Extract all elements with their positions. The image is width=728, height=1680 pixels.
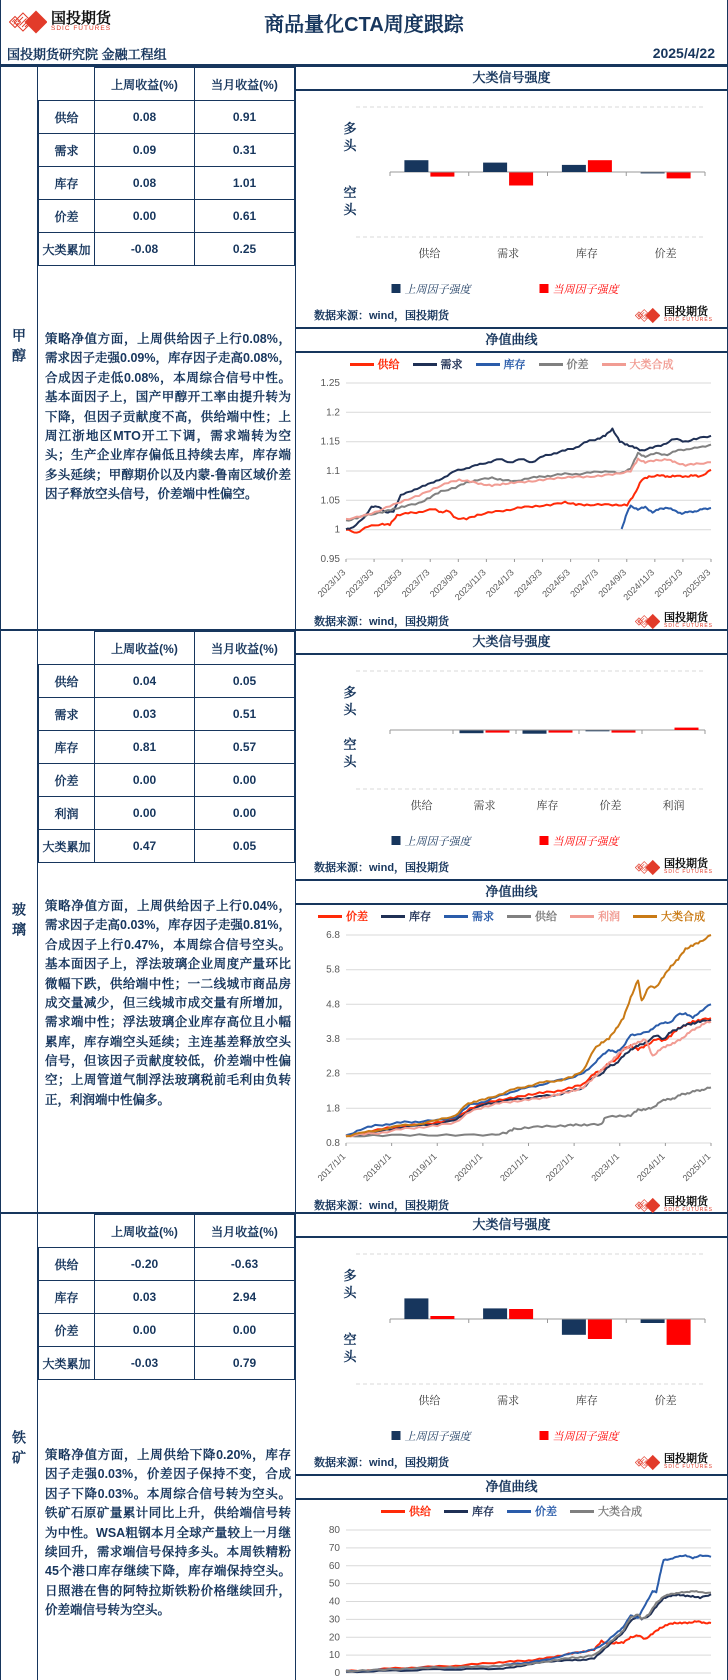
svg-text:1.1: 1.1 xyxy=(326,466,340,477)
factor-label: 价差 xyxy=(39,200,95,233)
net-value-chart xyxy=(296,905,727,1193)
signal-panel-title: 大类信号强度 xyxy=(296,631,727,655)
sdic-diamond-logo-icon xyxy=(635,858,660,877)
svg-text:库存: 库存 xyxy=(536,800,559,812)
legend-item: 利润 xyxy=(570,908,620,924)
sdic-logo-text: 国投期货 SDIC FUTURES xyxy=(664,612,713,629)
curve-panel-title: 净值曲线 xyxy=(296,1474,727,1500)
return-value: 0.00 xyxy=(195,1314,295,1347)
return-value: 0.00 xyxy=(195,764,295,797)
datasource-row xyxy=(296,855,727,879)
net-value-chart xyxy=(296,1500,727,1680)
sdic-logo-text: 国投期货 SDIC FUTURES xyxy=(664,1453,713,1470)
commodity-strip xyxy=(1,1214,38,1680)
table-row xyxy=(39,665,295,698)
analysis-text: 策略净值方面，上周供给下降0.20%，库存因子走强0.03%，价差因子保持不变，合成因子下降0.03%。本周综合信号转为空头。铁矿石原矿量累计同比上升，供给端信号转为中性。WSA粗钢本月全球产量较上一月继续回升，需求端信号保持多头。本周铁精粉45个港口库存继续下降，库存端保持空头。日照港在售的阿特拉斯铁粉价格继续回升，价差端信号转为空头。 xyxy=(45,1448,291,1617)
section-glass xyxy=(1,629,727,1212)
svg-text:需求: 需求 xyxy=(497,248,520,260)
svg-text:2025/3/3: 2025/3/3 xyxy=(680,567,713,600)
factor-label: 大类累加 xyxy=(39,233,95,266)
svg-text:上周因子强度: 上周因子强度 xyxy=(404,284,471,296)
glass-data-column xyxy=(38,631,296,1212)
chart-legend xyxy=(296,1500,727,1522)
svg-text:0: 0 xyxy=(334,1668,340,1679)
table-row xyxy=(39,101,295,134)
legend-item: 价差 xyxy=(318,908,368,924)
return-value: 0.61 xyxy=(195,200,295,233)
analysis-text: 策略净值方面，上周供给因子上行0.08%，需求因子走强0.09%，库存因子走高0.08%，合成因子走低0.08%，本周综合信号中性。基本面因子上，国产甲醇开工率由提升转为下降，但因子贡献度不高，供给端中性；上周江浙地区MTO开工下调，需求端转为空头；生产企业库存偏低且持续去库，库存端多头延续；甲醇期价以及内蒙-鲁南区域价差因子释放空头信号，价差端中性偏空。 xyxy=(45,332,291,501)
return-value: 0.04 xyxy=(95,665,195,698)
return-value: 0.00 xyxy=(95,797,195,830)
svg-text:4.8: 4.8 xyxy=(326,999,340,1011)
table-row xyxy=(39,200,295,233)
factor-label: 需求 xyxy=(39,698,95,731)
svg-text:2021/1/1: 2021/1/1 xyxy=(498,1151,530,1184)
sdic-futures-logo xyxy=(635,858,713,877)
signal-strength-chart xyxy=(296,655,727,855)
factor-label: 大类累加 xyxy=(39,830,95,863)
svg-text:需求: 需求 xyxy=(473,800,496,812)
return-value: 0.57 xyxy=(195,731,295,764)
svg-text:头: 头 xyxy=(343,702,357,717)
svg-text:2024/5/3: 2024/5/3 xyxy=(540,567,573,600)
return-value: -0.63 xyxy=(195,1248,295,1281)
datasource-row xyxy=(296,1450,727,1474)
legend-item: 供给 xyxy=(507,908,557,924)
table-row xyxy=(39,797,295,830)
methanol-data-column xyxy=(38,67,296,629)
datasource-text: 数据来源：wind，国投期货 xyxy=(314,862,450,874)
table-col-header: 上周收益(%) xyxy=(95,632,195,665)
svg-text:供给: 供给 xyxy=(410,800,433,812)
svg-text:头: 头 xyxy=(343,138,357,153)
analysis-text: 策略净值方面，上周供给因子上行0.04%，需求因子走高0.03%，库存因子走强0.81%，合成因子上行0.47%，本周综合信号空头。基本面因子上，浮法玻璃企业周度产量环比微幅下跌，供给端中性；一二线城市商品房成交量减少，但三线城市成交量有所增加，需求端中性；浮法玻璃企业库存高位且小幅累库，库存端空头延续；主连基差释放空头信号，但该因子贡献度较低，价差端中性偏空；上周管道气制浮法玻璃税前毛利由负转正，利润端中性偏多。 xyxy=(45,899,291,1107)
return-value: 0.79 xyxy=(195,1347,295,1380)
datasource-text: 数据来源：wind，国投期货 xyxy=(314,1457,450,1469)
svg-text:10: 10 xyxy=(328,1650,340,1662)
table-col-header: 上周收益(%) xyxy=(95,68,195,101)
table-row xyxy=(39,1347,295,1380)
returns-table xyxy=(38,631,295,863)
svg-text:2025/1/1: 2025/1/1 xyxy=(680,1151,713,1184)
table-row xyxy=(39,233,295,266)
report-subheader xyxy=(1,42,727,67)
sdic-logo-text: 国投期货 SDIC FUTURES xyxy=(664,306,713,323)
legend-item: 需求 xyxy=(444,908,494,924)
datasource-text: 数据来源：wind，国投期货 xyxy=(314,310,450,322)
svg-text:需求: 需求 xyxy=(497,1395,520,1407)
svg-text:1.8: 1.8 xyxy=(326,1103,340,1115)
svg-text:供给: 供给 xyxy=(418,248,441,260)
sdic-diamond-logo-icon xyxy=(635,1196,660,1215)
sdic-diamond-logo-icon xyxy=(635,612,660,631)
factor-label: 供给 xyxy=(39,665,95,698)
section-iron-ore xyxy=(1,1212,727,1680)
svg-text:当周因子强度: 当周因子强度 xyxy=(552,1431,619,1443)
svg-text:1.25: 1.25 xyxy=(320,378,340,389)
legend-item: 供给 xyxy=(350,356,400,372)
svg-text:3.8: 3.8 xyxy=(326,1034,340,1045)
factor-label: 需求 xyxy=(39,134,95,167)
svg-text:2024/1/1: 2024/1/1 xyxy=(634,1151,667,1184)
sdic-futures-logo xyxy=(635,1196,713,1215)
svg-text:2024/9/3: 2024/9/3 xyxy=(596,567,629,600)
return-value: 0.05 xyxy=(195,830,295,863)
table-row xyxy=(39,1281,295,1314)
return-value: 0.81 xyxy=(95,731,195,764)
return-value: 0.91 xyxy=(195,101,295,134)
datasource-row xyxy=(296,609,727,633)
svg-text:2023/3/3: 2023/3/3 xyxy=(343,567,376,600)
svg-text:2.8: 2.8 xyxy=(326,1068,340,1080)
svg-text:2024/3/3: 2024/3/3 xyxy=(512,567,544,600)
chart-legend xyxy=(296,353,727,375)
svg-text:上周因子强度: 上周因子强度 xyxy=(404,836,471,848)
signal-panel-title: 大类信号强度 xyxy=(296,67,727,91)
svg-text:多: 多 xyxy=(343,1268,357,1283)
legend-item: 供给 xyxy=(381,1503,431,1519)
svg-text:30: 30 xyxy=(328,1614,340,1626)
table-col-header: 当月收益(%) xyxy=(195,1215,295,1248)
sdic-logo-text: 国投期货 SDIC FUTURES xyxy=(51,10,112,33)
commodity-strip xyxy=(1,631,38,1212)
sdic-futures-logo xyxy=(635,306,713,325)
svg-text:供给: 供给 xyxy=(418,1395,441,1407)
svg-text:2018/1/1: 2018/1/1 xyxy=(361,1151,394,1184)
commodity-name: 铁矿 xyxy=(11,1429,27,1470)
return-value: -0.08 xyxy=(95,233,195,266)
svg-text:当周因子强度: 当周因子强度 xyxy=(552,284,619,296)
report-title: 商品量化CTA周度跟踪 xyxy=(264,13,464,36)
org-subtitle: 国投期货研究院 金融工程组 xyxy=(7,46,167,62)
legend-item: 库存 xyxy=(381,908,431,924)
svg-text:0.95: 0.95 xyxy=(320,554,340,565)
return-value: 0.47 xyxy=(95,830,195,863)
table-row xyxy=(39,167,295,200)
svg-text:1: 1 xyxy=(334,524,340,536)
commodity-strip xyxy=(1,67,38,629)
return-value: 0.25 xyxy=(195,233,295,266)
svg-text:2020/1/1: 2020/1/1 xyxy=(452,1151,485,1184)
svg-text:70: 70 xyxy=(328,1542,340,1554)
signal-strength-chart xyxy=(296,91,727,303)
methanol-charts-column xyxy=(296,67,727,629)
signal-strength-chart xyxy=(296,1238,727,1450)
svg-text:空: 空 xyxy=(343,1332,357,1347)
legend-item: 大类合成 xyxy=(570,1503,642,1519)
signal-panel-title: 大类信号强度 xyxy=(296,1214,727,1238)
legend-item: 大类合成 xyxy=(633,908,705,924)
report-header xyxy=(1,0,727,42)
factor-label: 库存 xyxy=(39,1281,95,1314)
svg-text:2017/1/1: 2017/1/1 xyxy=(315,1151,348,1184)
report-date: 2025/4/22 xyxy=(652,45,715,61)
svg-text:利润: 利润 xyxy=(662,800,685,812)
legend-item: 库存 xyxy=(476,356,526,372)
svg-text:50: 50 xyxy=(328,1578,340,1590)
svg-text:20: 20 xyxy=(328,1632,340,1644)
sdic-logo-text: 国投期货 SDIC FUTURES xyxy=(664,1196,713,1213)
factor-label: 利润 xyxy=(39,797,95,830)
sdic-futures-logo xyxy=(9,8,111,36)
svg-text:1.05: 1.05 xyxy=(320,495,340,507)
datasource-row xyxy=(296,303,727,327)
svg-text:2023/1/3: 2023/1/3 xyxy=(315,567,348,600)
svg-text:2025/1/3: 2025/1/3 xyxy=(652,567,685,600)
return-value: 0.51 xyxy=(195,698,295,731)
svg-text:1.15: 1.15 xyxy=(320,436,340,448)
svg-text:0.8: 0.8 xyxy=(326,1138,340,1149)
return-value: 0.09 xyxy=(95,134,195,167)
chart-legend xyxy=(296,905,727,927)
iron-charts-column xyxy=(296,1214,727,1680)
svg-text:2024/1/3: 2024/1/3 xyxy=(484,567,516,600)
svg-text:头: 头 xyxy=(343,202,357,217)
table-row xyxy=(39,731,295,764)
svg-text:库存: 库存 xyxy=(575,248,598,260)
factor-label: 库存 xyxy=(39,731,95,764)
sdic-diamond-logo-icon xyxy=(635,1453,660,1472)
commodity-name: 玻璃 xyxy=(11,901,27,942)
curve-panel-title: 净值曲线 xyxy=(296,327,727,353)
sdic-futures-logo xyxy=(635,612,713,631)
svg-text:2023/7/3: 2023/7/3 xyxy=(399,567,432,600)
svg-text:空: 空 xyxy=(343,737,357,752)
return-value: -0.20 xyxy=(95,1248,195,1281)
svg-text:2024/7/3: 2024/7/3 xyxy=(568,567,601,600)
svg-text:空: 空 xyxy=(343,185,357,200)
svg-text:头: 头 xyxy=(343,754,357,769)
return-value: 0.08 xyxy=(95,101,195,134)
return-value: 0.05 xyxy=(195,665,295,698)
sdic-logo-text: 国投期货 SDIC FUTURES xyxy=(664,858,713,875)
commodity-name: 甲醇 xyxy=(11,328,27,368)
svg-text:2019/1/1: 2019/1/1 xyxy=(406,1151,439,1184)
sdic-futures-logo xyxy=(635,1453,713,1472)
return-value: 0.03 xyxy=(95,698,195,731)
svg-text:多: 多 xyxy=(343,121,357,136)
table-col-header: 上周收益(%) xyxy=(95,1215,195,1248)
factor-label: 供给 xyxy=(39,1248,95,1281)
legend-item: 价差 xyxy=(507,1503,557,1519)
svg-text:价差: 价差 xyxy=(654,1395,677,1407)
table-row xyxy=(39,764,295,797)
sdic-diamond-logo-icon xyxy=(635,306,660,325)
svg-text:头: 头 xyxy=(343,1349,357,1364)
factor-label: 库存 xyxy=(39,167,95,200)
svg-text:5.8: 5.8 xyxy=(326,964,340,976)
sdic-diamond-logo-icon xyxy=(9,8,47,36)
return-value: 2.94 xyxy=(195,1281,295,1314)
svg-text:当周因子强度: 当周因子强度 xyxy=(552,836,619,848)
section-methanol xyxy=(1,67,727,629)
table-row xyxy=(39,1248,295,1281)
svg-text:2023/9/3: 2023/9/3 xyxy=(427,567,460,600)
svg-text:多: 多 xyxy=(343,685,357,700)
returns-table xyxy=(38,67,295,266)
svg-text:6.8: 6.8 xyxy=(326,930,340,941)
factor-label: 供给 xyxy=(39,101,95,134)
svg-text:2022/1/1: 2022/1/1 xyxy=(543,1151,576,1184)
table-row xyxy=(39,134,295,167)
svg-text:60: 60 xyxy=(328,1560,340,1572)
returns-table xyxy=(38,1214,295,1380)
factor-label: 价差 xyxy=(39,1314,95,1347)
table-row xyxy=(39,1314,295,1347)
svg-text:头: 头 xyxy=(343,1285,357,1300)
table-col-header: 当月收益(%) xyxy=(195,632,295,665)
glass-charts-column xyxy=(296,631,727,1212)
datasource-text: 数据来源：wind，国投期货 xyxy=(314,616,450,628)
factor-label: 大类累加 xyxy=(39,1347,95,1380)
svg-text:80: 80 xyxy=(328,1525,340,1536)
svg-text:40: 40 xyxy=(328,1596,340,1608)
svg-text:价差: 价差 xyxy=(599,800,622,812)
return-value: 0.03 xyxy=(95,1281,195,1314)
table-row xyxy=(39,830,295,863)
iron-data-column xyxy=(38,1214,296,1680)
net-value-chart xyxy=(296,353,727,609)
table-col-header: 当月收益(%) xyxy=(195,68,295,101)
return-value: 0.31 xyxy=(195,134,295,167)
curve-panel-title: 净值曲线 xyxy=(296,879,727,905)
return-value: 0.00 xyxy=(95,1314,195,1347)
return-value: 1.01 xyxy=(195,167,295,200)
legend-item: 库存 xyxy=(444,1503,494,1519)
legend-item: 价差 xyxy=(539,356,589,372)
svg-text:2023/5/3: 2023/5/3 xyxy=(371,567,404,600)
svg-text:库存: 库存 xyxy=(575,1395,598,1407)
datasource-text: 数据来源：wind，国投期货 xyxy=(314,1200,450,1212)
factor-label: 价差 xyxy=(39,764,95,797)
legend-item: 需求 xyxy=(413,356,463,372)
svg-text:2023/1/1: 2023/1/1 xyxy=(589,1151,622,1184)
svg-text:上周因子强度: 上周因子强度 xyxy=(404,1431,471,1443)
return-value: 0.08 xyxy=(95,167,195,200)
svg-text:1.2: 1.2 xyxy=(326,407,340,419)
table-row xyxy=(39,698,295,731)
return-value: 0.00 xyxy=(95,200,195,233)
legend-item: 大类合成 xyxy=(602,356,674,372)
svg-text:2024/11/3: 2024/11/3 xyxy=(621,567,657,603)
svg-text:价差: 价差 xyxy=(654,248,677,260)
svg-text:2023/11/3: 2023/11/3 xyxy=(452,567,488,603)
return-value: -0.03 xyxy=(95,1347,195,1380)
return-value: 0.00 xyxy=(95,764,195,797)
return-value: 0.00 xyxy=(195,797,295,830)
